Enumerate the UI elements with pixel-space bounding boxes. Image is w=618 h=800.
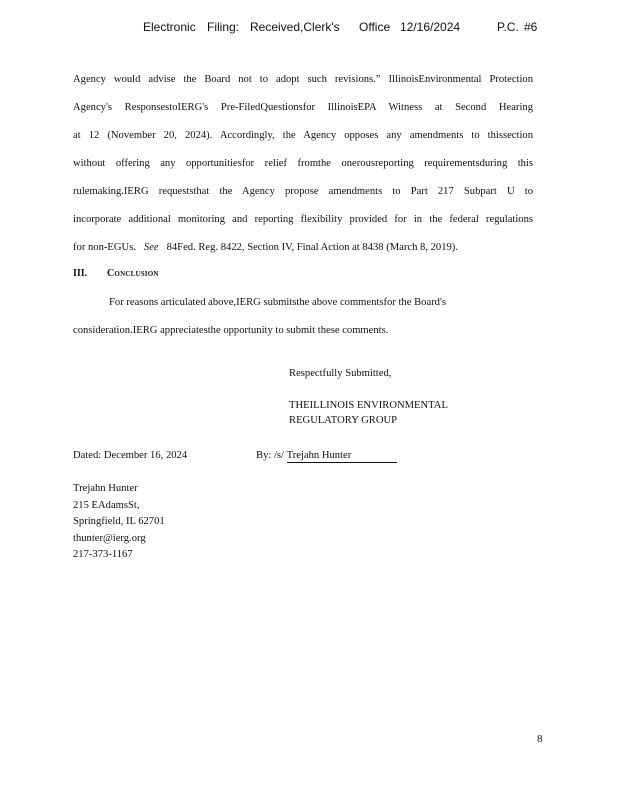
signature-closing: Respectfully Submitted, (289, 368, 392, 379)
contact-phone: 217-373-1167 (73, 549, 133, 560)
header-office: Office (359, 20, 391, 34)
paragraph-line: For reasons articulated above,IERG submitsthe above commentsfor the Board's (109, 297, 446, 308)
header-electronic: Electronic (143, 20, 196, 34)
paragraph-line: rulemaking.IERG requeststhat the Agency propose amendments to Part 217 Subpart U to (73, 186, 533, 197)
dated-line: Dated: December 16, 2024 (73, 450, 188, 461)
paragraph-line: at 12 (November 20, 2024). Accordingly, the Agency opposes any amendments to thissection (73, 130, 533, 141)
paragraph-line: Agency would advise the Board not to adopt such revisions.” IllinoisEnvironmental Protection (73, 74, 533, 85)
paragraph-conclusion (73, 296, 533, 338)
header-received: Received,Clerk's (250, 20, 340, 34)
page-number: 8 (537, 733, 543, 745)
signature-org-line2: REGULATORY GROUP (289, 415, 398, 426)
header-pc: P.C. (497, 20, 519, 34)
paragraph-line: incorporate additional monitoring and reporting flexibility provided for in the federal regulations (73, 214, 533, 225)
signature-by-line (256, 450, 397, 463)
contact-email: thunter@ierg.org (73, 532, 146, 544)
section-number: III. (73, 268, 88, 279)
paragraph-line-citation (73, 241, 533, 269)
contact-block (73, 481, 165, 564)
contact-city: Springfield, IL 62701 (73, 516, 165, 527)
paragraph-agency-opposition (73, 73, 533, 269)
section-heading-conclusion (73, 268, 159, 279)
filing-stamp-header (0, 20, 618, 38)
signature-name: Trejahn Hunter (287, 450, 397, 463)
header-date: 12/16/2024 (400, 20, 461, 34)
paragraph-line: without offering any opportunitiesfor relief fromthe onerousreporting requirementsduring this (73, 158, 533, 169)
paragraph-line: Agency's ResponsestoIERG's Pre-FiledQuestionsfor IllinoisEPA Witness at Second Hearing (73, 102, 533, 113)
citation-see: See (143, 242, 159, 253)
header-filing: Filing: (207, 20, 240, 34)
citation-pre: for non-EGUs. (73, 242, 136, 253)
paragraph-line: consideration.IERG appreciatesthe opportunity to submit these comments. (73, 325, 389, 336)
signature-org-line1: THEILLINOIS ENVIRONMENTAL (289, 400, 448, 411)
by-label: By: /s/ (256, 450, 284, 461)
citation-post: 84Fed. Reg. 8422, Section IV, Final Action at 8438 (March 8, 2019). (166, 242, 458, 253)
header-pc-number: #6 (524, 20, 538, 34)
contact-name: Trejahn Hunter (73, 483, 138, 494)
contact-street: 215 EAdamsSt, (73, 499, 140, 511)
section-title: Conclusion (107, 268, 159, 279)
